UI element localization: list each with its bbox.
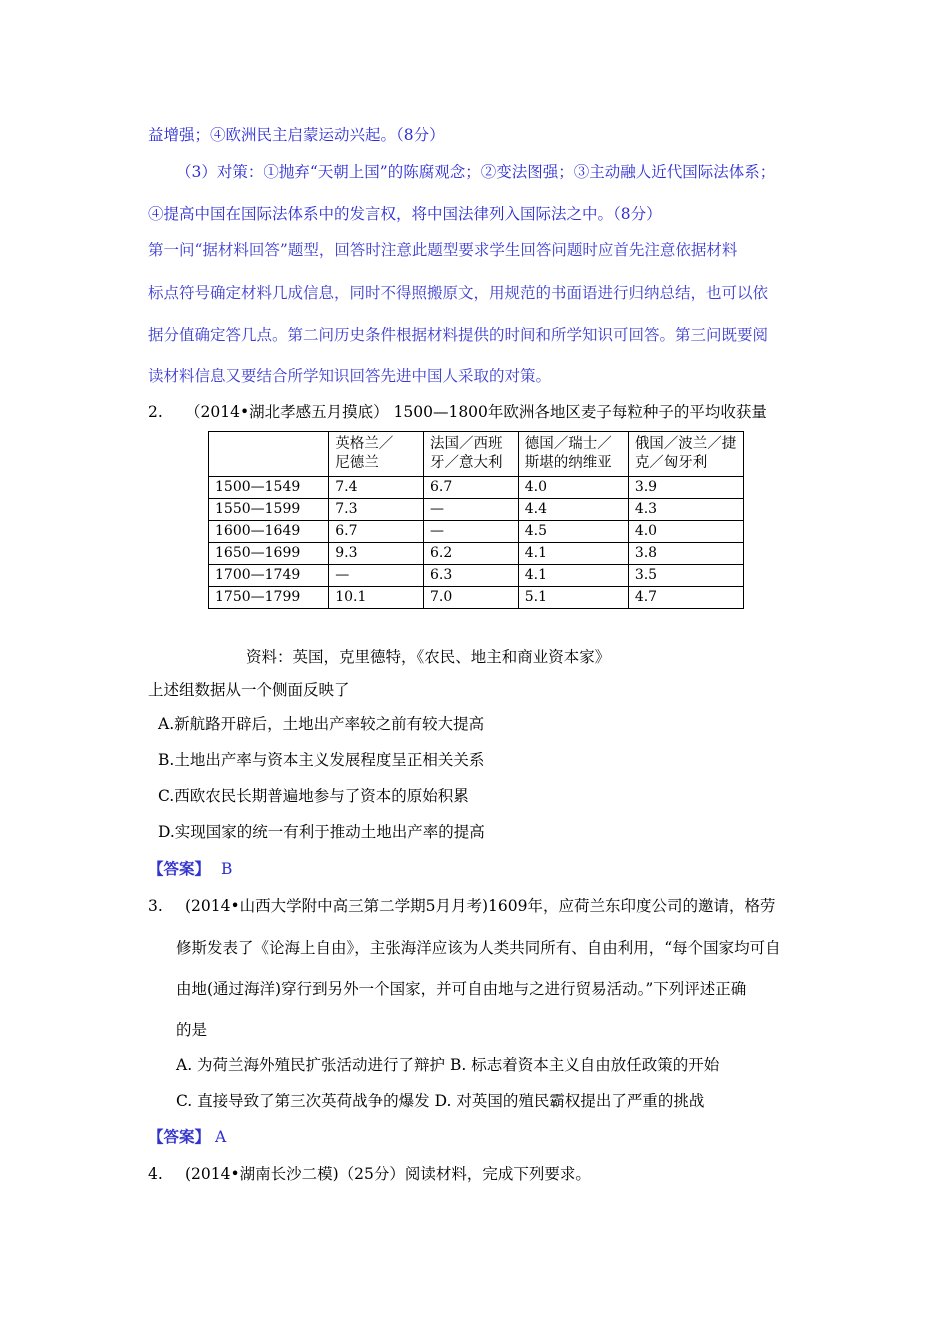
table-header-cell: 德国／瑞士／ 斯堪的纳维亚 xyxy=(518,432,628,477)
table-header-cell xyxy=(209,432,329,477)
q2-answer xyxy=(148,859,232,879)
q3-number: 3. xyxy=(148,897,163,915)
table-cell: 3.9 xyxy=(628,477,743,499)
q3-line-1: (2014•山西大学附中高三第二学期5月月考)1609年，应荷兰东印度公司的邀请，格劳 xyxy=(185,897,776,915)
table-cell: 7.0 xyxy=(424,587,519,609)
analysis-line-5: 标点符号确定材料几成信息，同时不得照搬原文，用规范的书面语进行归纳总结，也可以依 xyxy=(148,284,769,302)
table-cell: 4.4 xyxy=(518,499,628,521)
answer-value: A xyxy=(214,1128,227,1146)
table-cell: 6.3 xyxy=(424,565,519,587)
table-cell: 3.8 xyxy=(628,543,743,565)
table-cell: 3.5 xyxy=(628,565,743,587)
table-cell: 1750—1799 xyxy=(209,587,329,609)
table-cell: 4.0 xyxy=(518,477,628,499)
table-cell: 4.7 xyxy=(628,587,743,609)
table-cell: 4.1 xyxy=(518,565,628,587)
q3-options-cd: C. 直接导致了第三次英荷战争的爆发 D. 对英国的殖民霸权提出了严重的挑战 xyxy=(176,1092,705,1110)
table-cell: 4.5 xyxy=(518,521,628,543)
analysis-line-4: 第一问“据材料回答”题型，回答时注意此题型要求学生回答问题时应首先注意依据材料 xyxy=(148,241,738,259)
answer-label: 【答案】 xyxy=(148,859,211,878)
table-header-cell: 法国／西班 牙／意大利 xyxy=(424,432,519,477)
q3-line-2: 修斯发表了《论海上自由》，主张海洋应该为人类共同所有、自由利用，“每个国家均可自 xyxy=(176,939,781,957)
table-cell: — xyxy=(424,521,519,543)
table-row xyxy=(209,521,744,543)
analysis-line-2: （3）对策：①抛弃“天朝上国”的陈腐观念；②变法图强；③主动融人近代国际法体系； xyxy=(176,163,776,181)
table-row xyxy=(209,543,744,565)
table-header-cell: 英格兰／ 尼德兰 xyxy=(329,432,424,477)
table-row xyxy=(209,565,744,587)
q2-option-b: B.土地出产率与资本主义发展程度呈正相关关系 xyxy=(158,751,485,769)
table-header-cell: 俄国／波兰／捷 克／匈牙利 xyxy=(628,432,743,477)
q2-number: 2. xyxy=(148,403,163,421)
table-cell: 6.2 xyxy=(424,543,519,565)
table-cell: 1500—1549 xyxy=(209,477,329,499)
q4-number: 4. xyxy=(148,1165,163,1183)
q2-stem: （2014•湖北孝感五月摸底） 1500—1800年欧洲各地区麦子每粒种子的平均收获量 xyxy=(185,403,767,421)
table-cell: 1650—1699 xyxy=(209,543,329,565)
yield-table xyxy=(208,431,744,609)
table-cell: 4.0 xyxy=(628,521,743,543)
table-cell: — xyxy=(329,565,424,587)
table-cell: 6.7 xyxy=(424,477,519,499)
analysis-line-6: 据分值确定答几点。第二问历史条件根据材料提供的时间和所学知识可回答。第三问既要阅 xyxy=(148,326,769,344)
q3-line-4: 的是 xyxy=(176,1021,208,1039)
table-cell: 4.1 xyxy=(518,543,628,565)
q3-line-3: 由地(通过海洋)穿行到另外一个国家，并可自由地与之进行贸易活动。”下列评述正确 xyxy=(176,980,747,998)
q4-stem: (2014•湖南长沙二模)（25分）阅读材料，完成下列要求。 xyxy=(185,1165,591,1183)
analysis-line-1: 益增强；④欧洲民主启蒙运动兴起。（8分） xyxy=(148,126,445,144)
analysis-line-7: 读材料信息又要结合所学知识回答先进中国人采取的对策。 xyxy=(148,367,552,385)
table-cell: 7.3 xyxy=(329,499,424,521)
table-source: 资料：英国，克里德特，《农民、地主和商业资本家》 xyxy=(246,648,611,666)
answer-label: 【答案】 xyxy=(148,1127,211,1146)
table-cell: 6.7 xyxy=(329,521,424,543)
q3-options-ab: A. 为荷兰海外殖民扩张活动进行了辩护 B. 标志着资本主义自由放任政策的开始 xyxy=(176,1056,720,1074)
table-row xyxy=(209,499,744,521)
q2-option-a: A.新航路开辟后，土地出产率较之前有较大提高 xyxy=(158,715,485,733)
q2-prompt: 上述组数据从一个侧面反映了 xyxy=(148,681,350,699)
table-cell: — xyxy=(424,499,519,521)
table-cell: 1550—1599 xyxy=(209,499,329,521)
q3-answer xyxy=(148,1127,226,1147)
table-cell: 1600—1649 xyxy=(209,521,329,543)
table-cell: 4.3 xyxy=(628,499,743,521)
q2-option-d: D.实现国家的统一有利于推动土地出产率的提高 xyxy=(158,823,485,841)
q2-option-c: C.西欧农民长期普遍地参与了资本的原始积累 xyxy=(158,787,469,805)
table-cell: 9.3 xyxy=(329,543,424,565)
table-header-row xyxy=(209,432,744,477)
table-row xyxy=(209,587,744,609)
table-cell: 5.1 xyxy=(518,587,628,609)
table-row xyxy=(209,477,744,499)
answer-value: B xyxy=(220,860,233,878)
table-cell: 7.4 xyxy=(329,477,424,499)
analysis-line-3: ④提高中国在国际法体系中的发言权，将中国法律列入国际法之中。（8分） xyxy=(148,205,662,223)
table-cell: 10.1 xyxy=(329,587,424,609)
table-cell: 1700—1749 xyxy=(209,565,329,587)
